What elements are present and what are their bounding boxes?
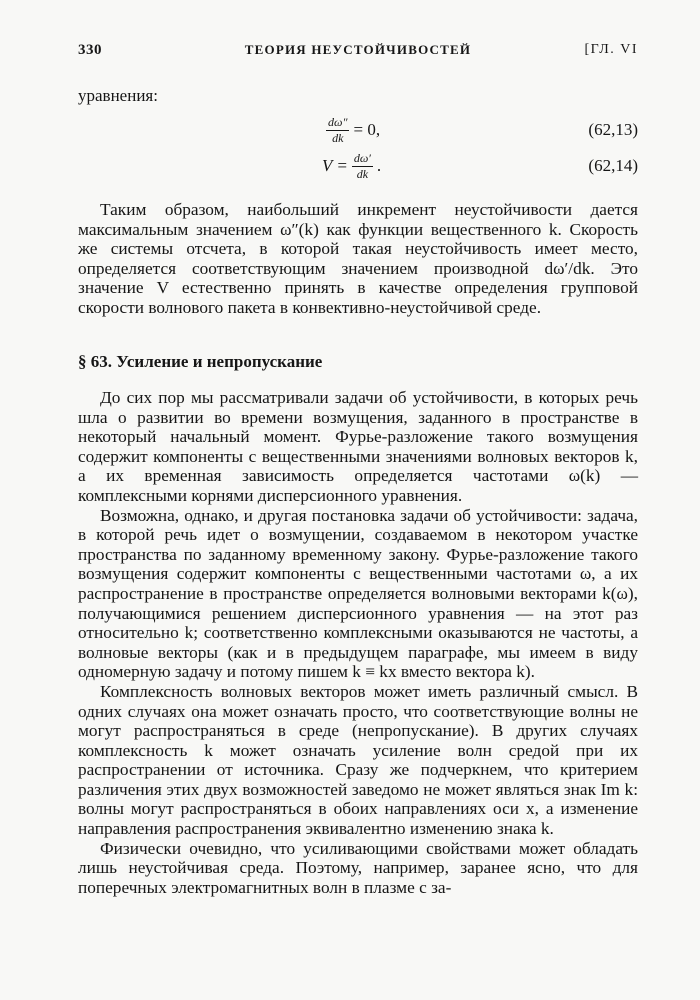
- chapter-marker: [ГЛ. VI: [584, 42, 638, 57]
- fraction: [352, 152, 373, 180]
- paragraph-text: Таким образом, наибольший инкремент неустойчивости дается максимальным значением ω″(k) как функции вещественного k. Скорость же системы отсчета, в которой такая неустойчивость имеет место, определяется соответствующим значением производной dω′/dk. Это значение V естественно принять в качестве определения групповой скорости волнового пакета в конвективно-неустойчивой среде.: [78, 200, 638, 317]
- paragraph-text: Физически очевидно, что усиливающими свойствами может обладать лишь неустойчивая среда. Поэтому, например, заранее ясно, что для поперечных электромагнитных волн в плазме с за-: [78, 838, 638, 897]
- equation-tail: .: [376, 156, 382, 175]
- paragraph-text: До сих пор мы рассматривали задачи об устойчивости, в которых речь шла о развитии во времени возмущения, заданного в пространстве в некоторый начальный момент. Фурье-разложение такого возмущения содержит компоненты с вещественными значениями волновых векторов k, а их временная зависимость определяется частотами ω(k) — комплексными корнями дисперсионного уравнения.: [78, 388, 638, 505]
- paragraph-text: Возможна, однако, и другая постановка задачи об устойчивости: задача, в которой речь идет о возмущении, создаваемом в некотором участке пространства по заданному временному закону. Фурье-разложение такого возмущения содержит компоненты с вещественными частотами ω, а их распространение в пространстве определяется волновыми векторами k(ω), получающимися решением дисперсионного уравнения — на этот раз относительно k; соответственно комплексными оказываются не частоты, а волновые векторы (как и в предыдущем параграфе, мы имеем в виду одномерную задачу и потому пишем k ≡ kx вместо вектора k).: [78, 505, 638, 682]
- section-title: § 63. Усиление и непропускание: [78, 352, 323, 371]
- section-body: [78, 388, 638, 897]
- lead-text: уравнения:: [78, 86, 158, 105]
- equation-62-14: [78, 144, 638, 188]
- fraction-denominator: dk: [332, 130, 344, 145]
- equation-rhs: = 0,: [353, 120, 381, 139]
- equation-lhs: V =: [322, 156, 348, 175]
- equation-number: (62,13): [588, 120, 638, 139]
- running-title: ТЕОРИЯ НЕУСТОЙЧИВОСТЕЙ: [244, 42, 472, 57]
- page-number: 330: [78, 42, 102, 58]
- paragraph-text: Комплексность волновых векторов может иметь различный смысл. В одних случаях она может означать просто, что соответствующие волны не могут распространяться в среде (непропускание). В других случаях комплексность k может означать усиление волн средой при их распространении от источника. Сразу же подчеркнем, что критерием различения этих двух возможностей заведомо не может являться знак Im k: волны могут распространяться в обоих направлениях оси x, а изменение направления распространения эквивалентно изменению знака k.: [78, 681, 638, 839]
- page-header: [78, 42, 638, 66]
- fraction-numerator: dω′: [353, 150, 371, 165]
- fraction-denominator: dk: [356, 166, 369, 181]
- fraction-numerator: dω″: [328, 114, 348, 129]
- equation-formula: [322, 144, 381, 188]
- paragraph-1: [78, 200, 638, 318]
- equation-number: (62,14): [588, 156, 638, 175]
- fraction: [326, 116, 349, 144]
